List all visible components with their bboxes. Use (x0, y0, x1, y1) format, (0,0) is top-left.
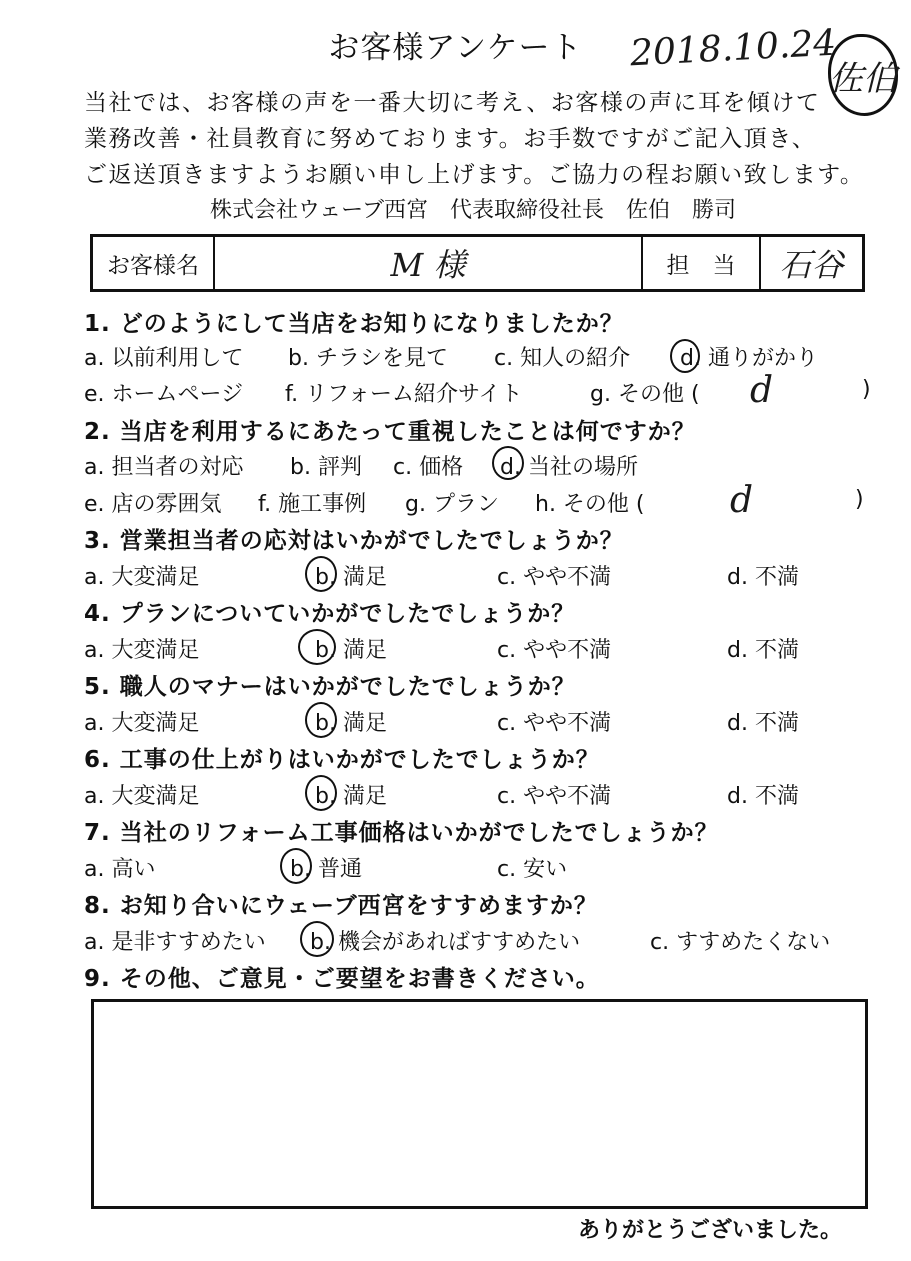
q8-option-c[interactable]: c. すすめたくない (650, 930, 831, 955)
seal-stamp: 佐伯 (828, 34, 898, 116)
q1-option-e[interactable]: e. ホームページ (84, 382, 244, 407)
q1-option-c[interactable]: c. 知人の紹介 (494, 346, 631, 371)
question-1: 1. どのようにして当店をお知りになりましたか？ (84, 311, 624, 337)
q4-option-d[interactable]: d. 不満 (727, 638, 799, 663)
q3-option-a[interactable]: a. 大変満足 (84, 565, 200, 590)
q2-handwritten-other: d (730, 480, 754, 521)
q2-option-d[interactable]: d. 当社の場所 (500, 455, 638, 480)
q1-answer-circle (670, 339, 700, 373)
q7-answer-circle (280, 848, 312, 884)
question-5: 5. 職人のマナーはいかがでしたでしょうか？ (84, 674, 576, 700)
q2-option-a[interactable]: a. 担当者の対応 (84, 455, 244, 480)
q7-option-a[interactable]: a. 高い (84, 857, 156, 882)
q2-option-e[interactable]: e. 店の雰囲気 (84, 492, 222, 517)
q4-option-c[interactable]: c. やや不満 (497, 638, 612, 663)
q3-option-d[interactable]: d. 不満 (727, 565, 799, 590)
q5-answer-circle (305, 702, 337, 738)
q1-other-close: ) (862, 377, 871, 402)
question-3: 3. 営業担当者の応対はいかがでしたでしょうか？ (84, 528, 624, 554)
customer-name-value[interactable]: M 様 (215, 237, 643, 289)
staff-name-value[interactable]: 石谷 (779, 246, 844, 284)
q8-option-a[interactable]: a. 是非すすめたい (84, 930, 266, 955)
comment-textarea[interactable] (91, 999, 868, 1209)
q5-option-d[interactable]: d. 不満 (727, 711, 799, 736)
thanks-note: ありがとうございました。 (578, 1218, 843, 1243)
q2-option-b[interactable]: b. 評判 (290, 455, 362, 480)
q4-answer-circle (298, 629, 336, 665)
q2-option-g[interactable]: g. プラン (405, 492, 499, 517)
q4-option-b[interactable]: b. 満足 (315, 638, 387, 663)
company-signature: 株式会社ウェーブ西宮 代表取締役社長 佐伯 勝司 (210, 198, 737, 223)
q6-answer-circle (305, 775, 337, 811)
q5-option-b[interactable]: b. 満足 (315, 711, 387, 736)
intro-line-1: 当社では、お客様の声を一番大切に考え、お客様の声に耳を傾けて (84, 90, 821, 116)
q1-option-d[interactable]: d. 通りがかり (680, 346, 818, 371)
q6-option-b[interactable]: b. 満足 (315, 784, 387, 809)
q7-option-c[interactable]: c. 安い (497, 857, 568, 882)
customer-info-box (90, 234, 865, 292)
q3-answer-circle (305, 556, 337, 592)
q2-option-f[interactable]: f. 施工事例 (258, 492, 367, 517)
customer-label: お客様名 (93, 237, 215, 289)
question-6: 6. 工事の仕上がりはいかがでしたでしょうか？ (84, 747, 600, 773)
question-7: 7. 当社のリフォーム工事価格はいかがでしたでしょうか？ (84, 820, 719, 846)
question-4: 4. プランについていかがでしたでしょうか？ (84, 601, 576, 627)
question-2: 2. 当店を利用するにあたって重視したことは何ですか？ (84, 419, 696, 445)
handwritten-date: 2018.10.24 (629, 22, 838, 75)
q1-option-a[interactable]: a. 以前利用して (84, 346, 244, 371)
q7-option-b[interactable]: b. 普通 (290, 857, 362, 882)
q8-option-b[interactable]: b. 機会があればすすめたい (310, 930, 581, 955)
q1-option-b[interactable]: b. チラシを見て (288, 346, 448, 371)
q6-option-c[interactable]: c. やや不満 (497, 784, 612, 809)
survey-title: お客様アンケート (328, 30, 583, 66)
q1-option-f[interactable]: f. リフォーム紹介サイト (285, 382, 523, 407)
q2-answer-circle (492, 446, 524, 480)
intro-line-3: ご返送頂きますようお願い申し上げます。ご協力の程お願い致します。 (84, 162, 865, 188)
q2-other-close: ) (855, 487, 864, 512)
staff-label: 担 当 (643, 237, 761, 289)
q2-option-h[interactable]: h. その他 ( (535, 492, 645, 517)
q1-option-g[interactable]: g. その他 ( (590, 382, 700, 407)
question-8: 8. お知り合いにウェーブ西宮をすすめますか？ (84, 893, 598, 919)
q6-option-d[interactable]: d. 不満 (727, 784, 799, 809)
intro-line-2: 業務改善・社員教育に努めております。お手数ですがご記入頂き、 (84, 126, 817, 152)
q4-option-a[interactable]: a. 大変満足 (84, 638, 200, 663)
q5-option-c[interactable]: c. やや不満 (497, 711, 612, 736)
q2-option-c[interactable]: c. 価格 (393, 455, 464, 480)
q5-option-a[interactable]: a. 大変満足 (84, 711, 200, 736)
q6-option-a[interactable]: a. 大変満足 (84, 784, 200, 809)
question-9: 9. その他、ご意見・ご要望をお書きください。 (84, 966, 600, 992)
q1-handwritten-other: d (750, 370, 774, 411)
q3-option-b[interactable]: b. 満足 (315, 565, 387, 590)
q8-answer-circle (300, 921, 334, 957)
q3-option-c[interactable]: c. やや不満 (497, 565, 612, 590)
